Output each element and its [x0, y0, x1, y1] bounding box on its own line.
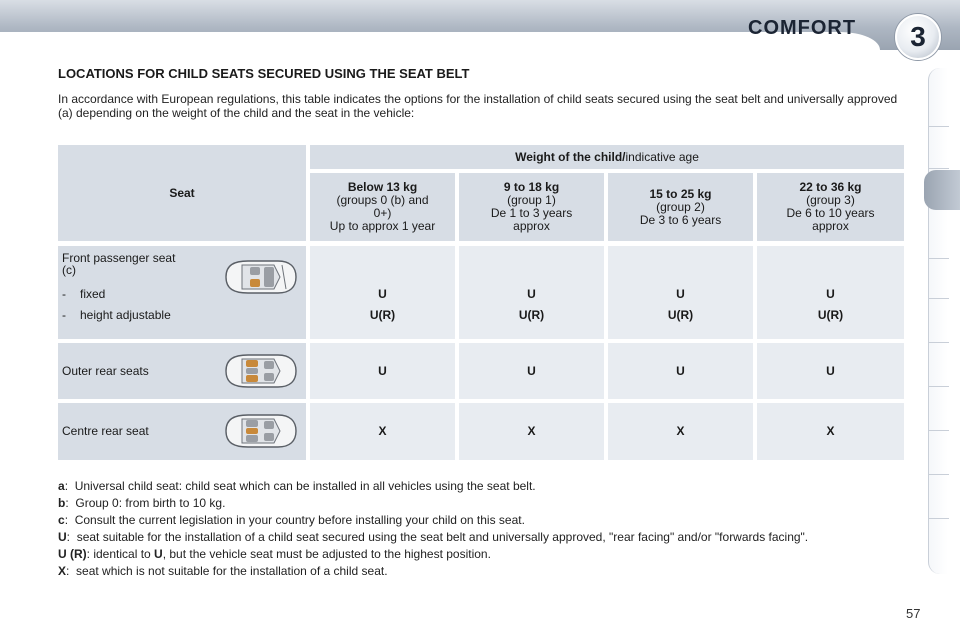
- column-line: De 1 to 3 years: [490, 206, 573, 220]
- value-mark: U(R): [518, 308, 545, 322]
- row-label: Centre rear seat: [62, 424, 149, 438]
- sub-option-height-adjustable: [62, 308, 171, 322]
- value-mark: U: [378, 287, 387, 301]
- car-top-view-icon: [220, 411, 300, 451]
- footnote-key: X: [58, 564, 67, 578]
- column-line: De 3 to 6 years: [639, 212, 722, 227]
- column-line: 0+): [373, 206, 392, 220]
- tab-divider: [929, 518, 949, 519]
- column-weight: 9 to 18 kg: [503, 180, 560, 194]
- footnote-text: Universal child seat: child seat which can be installed in all vehicles using the seat belt.: [74, 479, 536, 493]
- page-number: 57: [906, 606, 921, 621]
- chapter-number-badge: 3: [895, 14, 941, 60]
- tab-divider: [929, 168, 949, 169]
- value-cell: [459, 246, 604, 339]
- car-top-view-icon: [220, 257, 300, 297]
- column-line: (groups 0 (b) and: [336, 193, 429, 207]
- row-label-outer-rear: [58, 343, 306, 399]
- sub-text: height adjustable: [80, 308, 171, 322]
- footnote-key: c: [58, 513, 65, 527]
- weight-header-normal: indicative age: [625, 149, 699, 164]
- chapter-tabs: [928, 68, 948, 574]
- value-cell: [757, 246, 904, 339]
- column-line: approx: [812, 219, 849, 233]
- tab-divider: [929, 430, 949, 431]
- row-label: Front passenger seat (c): [62, 251, 176, 277]
- column-weight: 22 to 36 kg: [799, 180, 862, 194]
- value-mark: U(R): [369, 308, 396, 322]
- footnote-text-part: identical to: [93, 547, 155, 561]
- car-top-view-icon: [220, 351, 300, 391]
- sub-option-fixed: [62, 287, 105, 301]
- footnote-text-bold: U: [154, 547, 163, 561]
- active-chapter-tab[interactable]: [924, 170, 960, 210]
- footnote-key: a: [58, 479, 65, 493]
- intro-paragraph: In accordance with European regulations, this table indicates the options for the installation of child seats secured using the seat belt and universally approved (a) depending on the weight of the child and the seat in the vehicle:: [58, 92, 898, 120]
- footnote-text-part: , but the vehicle seat must be adjusted to the highest position.: [162, 547, 491, 561]
- footnote-key: b: [58, 496, 66, 510]
- footnote-b: [58, 496, 910, 511]
- footnote-key: U: [58, 530, 67, 544]
- value-cell: [459, 403, 604, 460]
- footnote-text: Group 0: from birth to 10 kg.: [75, 496, 226, 510]
- footnote-c: [58, 513, 910, 528]
- value-mark: X: [676, 424, 685, 438]
- tab-divider: [929, 298, 949, 299]
- value-cell: [310, 343, 455, 399]
- tab-divider: [929, 342, 949, 343]
- value-cell: [310, 403, 455, 460]
- value-mark: U(R): [817, 308, 844, 322]
- footnote-sep: :: [64, 479, 75, 493]
- value-mark: X: [527, 424, 536, 438]
- footnote-sep: :: [64, 513, 75, 527]
- column-line: approx: [513, 219, 550, 233]
- seat-header-cell: [58, 145, 306, 241]
- footnote-a: [58, 479, 910, 494]
- weight-header-cell: [310, 145, 904, 169]
- column-header-1: [310, 173, 455, 241]
- column-header-2: [459, 173, 604, 241]
- value-mark: U: [527, 287, 536, 301]
- tab-divider: [929, 474, 949, 475]
- column-header-4: [757, 173, 904, 241]
- value-mark: X: [826, 424, 835, 438]
- sub-dash: -: [62, 308, 66, 322]
- section-title: LOCATIONS FOR CHILD SEATS SECURED USING THE SEAT BELT: [58, 66, 470, 81]
- footnote-sep: :: [66, 564, 77, 578]
- column-header-3: [608, 173, 753, 241]
- value-mark: U: [826, 287, 835, 301]
- value-cell: [608, 403, 753, 460]
- value-cell: [608, 246, 753, 339]
- tab-divider: [929, 258, 949, 259]
- value-mark: U(R): [667, 308, 694, 322]
- value-mark: U: [676, 364, 685, 378]
- value-cell: [310, 246, 455, 339]
- footnote-sep: :: [66, 530, 77, 544]
- footnote-text: [93, 547, 491, 562]
- value-cell: [608, 343, 753, 399]
- sub-text: fixed: [80, 287, 106, 301]
- sub-dash: -: [62, 287, 66, 301]
- value-mark: U: [527, 364, 536, 378]
- footnote-ur: [58, 547, 910, 562]
- row-label: Outer rear seats: [62, 364, 149, 378]
- value-mark: U: [676, 287, 685, 301]
- column-weight: Below 13 kg: [347, 180, 418, 194]
- value-cell: [757, 403, 904, 460]
- tab-divider: [929, 126, 949, 127]
- column-line: Up to approx 1 year: [329, 219, 436, 233]
- footnote-u: [58, 530, 910, 545]
- weight-header: [515, 151, 699, 164]
- value-mark: U: [378, 364, 387, 378]
- seat-header: Seat: [169, 185, 195, 200]
- tab-divider: [929, 386, 949, 387]
- column-line: (group 3): [806, 193, 855, 207]
- value-cell: [459, 343, 604, 399]
- chapter-title: COMFORT: [748, 17, 857, 39]
- column-line: (group 1): [507, 193, 556, 207]
- footnote-sep: :: [86, 547, 94, 561]
- value-mark: X: [378, 424, 387, 438]
- row-label-centre-rear: [58, 403, 306, 460]
- row-label-front-passenger: [58, 246, 306, 339]
- column-line: (group 2): [656, 199, 705, 214]
- value-mark: U: [826, 364, 835, 378]
- footnote-text: Consult the current legislation in your country before installing your child on this seat.: [74, 513, 525, 527]
- value-cell: [757, 343, 904, 399]
- footnote-text: seat suitable for the installation of a child seat secured using the seat belt and universally approved, "rear facing" and/or "forwards facing".: [76, 530, 809, 544]
- footnote-text: seat which is not suitable for the installation of a child seat.: [76, 564, 388, 578]
- footnote-x: [58, 564, 910, 579]
- footnote-key: U (R): [58, 547, 87, 561]
- weight-header-bold: Weight of the child/: [515, 149, 626, 164]
- footnote-sep: :: [65, 496, 76, 510]
- column-line: De 6 to 10 years: [786, 206, 875, 220]
- column-weight: 15 to 25 kg: [649, 186, 712, 201]
- footnotes: [58, 479, 910, 581]
